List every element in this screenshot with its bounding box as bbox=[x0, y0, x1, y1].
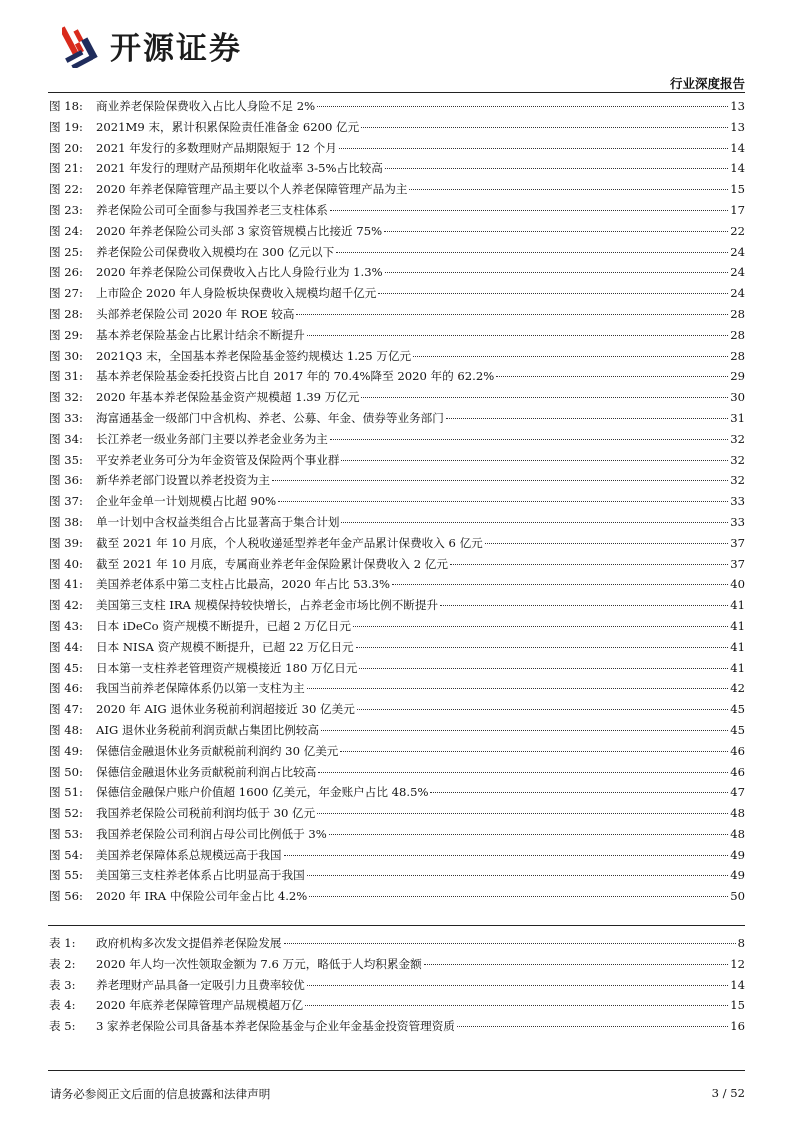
figure-entry-number: 图 19: bbox=[49, 119, 83, 134]
figure-entry-number: 图 53: bbox=[49, 826, 83, 841]
footer-rule bbox=[48, 1070, 745, 1071]
figure-entry[interactable] bbox=[49, 325, 745, 346]
figure-entry-number: 图 35: bbox=[49, 452, 83, 467]
brand-name: 开源证券 bbox=[110, 30, 242, 67]
figure-entry[interactable] bbox=[49, 637, 745, 658]
table-entry-number: 表 5: bbox=[49, 1019, 76, 1034]
figure-entry-page[interactable]: 41 bbox=[730, 618, 745, 633]
figure-entry[interactable] bbox=[49, 242, 745, 263]
figure-entry[interactable] bbox=[49, 200, 745, 221]
figure-entry-number: 图 49: bbox=[49, 743, 83, 758]
figure-entry-title[interactable]: 保德信金融保户账户价值超 1600 亿美元，年金账户占比 48.5% bbox=[96, 785, 429, 800]
figure-entry-number: 图 38: bbox=[49, 514, 83, 529]
figure-entry-title[interactable]: 我国养老保险公司利润占母公司比例低于 3% bbox=[96, 826, 327, 841]
figure-entry-title[interactable]: 2020 年基本养老保险基金资产规模超 1.39 万亿元 bbox=[96, 390, 360, 405]
figure-entry-page[interactable]: 40 bbox=[730, 577, 745, 592]
figure-entry[interactable] bbox=[49, 96, 745, 117]
dot-leader bbox=[485, 543, 728, 544]
dot-leader bbox=[413, 356, 728, 357]
dot-leader bbox=[385, 168, 728, 169]
figure-entry-page[interactable]: 42 bbox=[730, 681, 745, 696]
figure-entry[interactable] bbox=[49, 366, 745, 387]
figure-entry-title[interactable]: 2020 年养老保障管理产品主要以个人养老保障管理产品为主 bbox=[96, 182, 408, 197]
figure-entry-number: 图 42: bbox=[49, 598, 83, 613]
figure-entry-number: 图 32: bbox=[49, 390, 83, 405]
table-entry-number: 表 3: bbox=[49, 977, 76, 992]
figure-entry-title[interactable]: 2020 年养老保险公司保费收入占比人身险行业为 1.3% bbox=[96, 265, 383, 280]
dot-leader bbox=[329, 834, 728, 835]
figure-entry[interactable] bbox=[49, 574, 745, 595]
figure-entry-title[interactable]: 我国养老保险公司税前利润均低于 30 亿元 bbox=[96, 806, 316, 821]
figure-entry[interactable] bbox=[49, 138, 745, 159]
dot-leader bbox=[321, 730, 728, 731]
figure-entry[interactable] bbox=[49, 741, 745, 762]
figure-entry-title[interactable]: 截至 2021 年 10 月底，专属商业养老年金保险累计保费收入 2 亿元 bbox=[96, 556, 448, 571]
figure-entry-number: 图 26: bbox=[49, 265, 83, 280]
table-entry-page[interactable]: 16 bbox=[730, 1019, 745, 1034]
figure-entry-title[interactable]: AIG 退休业务税前利润贡献占集团比例较高 bbox=[96, 722, 319, 737]
report-type-label: 行业深度报告 bbox=[669, 76, 745, 91]
table-entry-title[interactable]: 2020 年底养老保障管理产品规模超万亿 bbox=[96, 998, 304, 1013]
figure-entry-page[interactable]: 24 bbox=[730, 286, 745, 301]
figure-entry-number: 图 21: bbox=[49, 161, 83, 176]
dot-leader bbox=[330, 439, 728, 440]
figure-entry[interactable] bbox=[49, 865, 745, 886]
figure-entry-title[interactable]: 美国养老保障体系总规模远高于我国 bbox=[96, 847, 282, 862]
dot-leader bbox=[307, 985, 729, 986]
figure-entry-number: 图 37: bbox=[49, 494, 83, 509]
figure-entry-title[interactable]: 我国当前养老保障体系仍以第一支柱为主 bbox=[96, 681, 305, 696]
figure-entry-page[interactable]: 28 bbox=[730, 348, 745, 363]
table-entry-title[interactable]: 养老理财产品具备一定吸引力且费率较优 bbox=[96, 977, 305, 992]
figure-entry-page[interactable]: 13 bbox=[730, 119, 745, 134]
figure-entry-number: 图 52: bbox=[49, 806, 83, 821]
figure-entry[interactable] bbox=[49, 678, 745, 699]
dot-leader bbox=[296, 314, 728, 315]
figure-entry-page[interactable]: 46 bbox=[730, 743, 745, 758]
dot-leader bbox=[378, 293, 728, 294]
figure-entry-title[interactable]: 日本第一支柱养老管理资产规模接近 180 万亿日元 bbox=[96, 660, 358, 675]
dot-leader bbox=[307, 335, 729, 336]
dot-leader bbox=[272, 480, 728, 481]
figure-entry-number: 图 40: bbox=[49, 556, 83, 571]
dot-leader bbox=[305, 1005, 728, 1006]
figure-entry-title[interactable]: 2021 年发行的理财产品预期年化收益率 3-5%占比较高 bbox=[96, 161, 383, 176]
dot-leader bbox=[278, 501, 728, 502]
figure-entry-page[interactable]: 45 bbox=[730, 702, 745, 717]
figure-entry-title[interactable]: 基本养老保险基金占比累计结余不断提升 bbox=[96, 327, 305, 342]
dot-leader bbox=[356, 647, 729, 648]
figure-entry[interactable] bbox=[49, 429, 745, 450]
figure-entry-title[interactable]: 2020 年 AIG 退休业务税前利润超接近 30 亿美元 bbox=[96, 702, 355, 717]
figure-entry-number: 图 45: bbox=[49, 660, 83, 675]
dot-leader bbox=[330, 210, 728, 211]
figure-entry[interactable] bbox=[49, 304, 745, 325]
figure-entry-title[interactable]: 美国养老体系中第二支柱占比最高，2020 年占比 53.3% bbox=[96, 577, 390, 592]
figure-entry-title[interactable]: 企业年金单一计划规模占比超 90% bbox=[96, 494, 277, 509]
figure-entry-number: 图 41: bbox=[49, 577, 83, 592]
figure-entry-page[interactable]: 28 bbox=[730, 306, 745, 321]
dot-leader bbox=[353, 626, 728, 627]
figure-entry[interactable] bbox=[49, 699, 745, 720]
figure-entry-title[interactable]: 长江养老一级业务部门主要以养老金业务为主 bbox=[96, 431, 328, 446]
figure-entry-page[interactable]: 37 bbox=[730, 535, 745, 550]
company-logo bbox=[62, 22, 242, 68]
figure-entry-page[interactable]: 30 bbox=[730, 390, 745, 405]
figure-entry-title[interactable]: 单一计划中含权益类组合占比显著高于集合计划 bbox=[96, 514, 340, 529]
figure-entry[interactable] bbox=[49, 824, 745, 845]
dot-leader bbox=[307, 875, 729, 876]
dot-leader bbox=[339, 148, 728, 149]
figure-entry-title[interactable]: 平安养老业务可分为年金资管及保险两个事业群 bbox=[96, 452, 340, 467]
figure-entry[interactable] bbox=[49, 720, 745, 741]
table-entry-number: 表 1: bbox=[49, 936, 76, 950]
figure-entry-number: 图 29: bbox=[49, 327, 83, 342]
figure-entry-title[interactable]: 养老保险公司保费收入规模均在 300 亿元以下 bbox=[96, 244, 335, 259]
table-list bbox=[49, 933, 745, 1037]
dot-leader bbox=[496, 376, 728, 377]
table-entry[interactable] bbox=[49, 995, 745, 1016]
dot-leader bbox=[359, 668, 728, 669]
figure-entry-page[interactable]: 49 bbox=[730, 868, 745, 883]
figure-entry-number: 图 46: bbox=[49, 681, 83, 696]
figure-entry-number: 图 30: bbox=[49, 348, 83, 363]
figure-entry-page[interactable]: 17 bbox=[730, 202, 745, 217]
table-entry[interactable] bbox=[49, 933, 745, 954]
dot-leader bbox=[341, 460, 728, 461]
figure-entry[interactable] bbox=[49, 658, 745, 679]
figure-entry[interactable] bbox=[49, 491, 745, 512]
figure-entry-number: 图 28: bbox=[49, 306, 83, 321]
figure-entry-title[interactable]: 截至 2021 年 10 月底，个人税收递延型养老年金产品累计保费收入 6 亿元 bbox=[96, 535, 483, 550]
figure-entry-page[interactable]: 50 bbox=[730, 889, 745, 904]
figure-entry-number: 图 20: bbox=[49, 140, 83, 155]
figure-entry-page[interactable]: 41 bbox=[730, 639, 745, 654]
figure-entry[interactable] bbox=[49, 262, 745, 283]
figure-entry-page[interactable]: 49 bbox=[730, 847, 745, 862]
dot-leader bbox=[361, 127, 728, 128]
figure-entry[interactable] bbox=[49, 595, 745, 616]
figure-entry-number: 图 56: bbox=[49, 889, 83, 904]
dot-leader bbox=[392, 584, 728, 585]
dot-leader bbox=[450, 564, 728, 565]
figure-entry-page[interactable]: 47 bbox=[730, 785, 745, 800]
table-entry-title[interactable]: 政府机构多次发文提倡养老保险发展 bbox=[96, 936, 282, 950]
figure-entry[interactable] bbox=[49, 117, 745, 138]
figure-list bbox=[49, 96, 745, 907]
header-rule bbox=[48, 92, 745, 93]
figure-entry[interactable] bbox=[49, 533, 745, 554]
table-entry-page[interactable]: 12 bbox=[730, 956, 745, 971]
figure-entry[interactable] bbox=[49, 346, 745, 367]
table-entry-title[interactable]: 2020 年人均一次性领取金额为 7.6 万元，略低于人均积累金额 bbox=[96, 956, 422, 971]
figure-entry-number: 图 48: bbox=[49, 722, 83, 737]
dot-leader bbox=[336, 252, 728, 253]
figure-entry[interactable] bbox=[49, 886, 745, 907]
figure-entry-title[interactable]: 基本养老保险基金委托投资占比自 2017 年的 70.4%降至 2020 年的 62.2% bbox=[96, 369, 495, 384]
figure-entry-page[interactable]: 29 bbox=[730, 369, 745, 384]
dot-leader bbox=[385, 272, 729, 273]
figure-entry-page[interactable]: 13 bbox=[730, 99, 745, 113]
dot-leader bbox=[440, 605, 728, 606]
figure-entry-title[interactable]: 商业养老保险保费收入占比人身险不足 2% bbox=[96, 99, 316, 113]
section-divider bbox=[48, 925, 745, 926]
figure-entry[interactable] bbox=[49, 221, 745, 242]
dot-leader bbox=[317, 106, 728, 107]
table-entry-number: 表 4: bbox=[49, 998, 76, 1013]
table-entry[interactable] bbox=[49, 954, 745, 975]
figure-entry-number: 图 33: bbox=[49, 410, 83, 425]
table-entry-page[interactable]: 8 bbox=[737, 936, 745, 950]
figure-entry[interactable] bbox=[49, 512, 745, 533]
figure-entry[interactable] bbox=[49, 845, 745, 866]
figure-entry-number: 图 27: bbox=[49, 286, 83, 301]
figure-entry-title[interactable]: 美国第三支柱 IRA 规模保持较快增长，占养老金市场比例不断提升 bbox=[96, 598, 439, 613]
dot-leader bbox=[317, 813, 728, 814]
dot-leader bbox=[457, 1026, 728, 1027]
figure-entry-title[interactable]: 日本 iDeCo 资产规模不断提升，已超 2 万亿日元 bbox=[96, 618, 351, 633]
figure-entry-page[interactable]: 24 bbox=[730, 265, 745, 280]
page-footer bbox=[50, 1086, 745, 1102]
dot-leader bbox=[430, 792, 728, 793]
figure-entry-title[interactable]: 上市险企 2020 年人身险板块保费收入规模均超千亿元 bbox=[96, 286, 377, 301]
figure-entry-page[interactable]: 22 bbox=[730, 223, 745, 238]
figure-entry-number: 图 22: bbox=[49, 182, 83, 197]
table-entry-page[interactable]: 15 bbox=[730, 998, 745, 1013]
figure-entry-title[interactable]: 养老保险公司可全面参与我国养老三支柱体系 bbox=[96, 202, 328, 217]
dot-leader bbox=[384, 231, 728, 232]
figure-entry[interactable] bbox=[49, 179, 745, 200]
figure-entry-title[interactable]: 保德信金融退休业务贡献税前利润占比较高 bbox=[96, 764, 317, 779]
figure-entry[interactable] bbox=[49, 762, 745, 783]
figure-entry-page[interactable]: 37 bbox=[730, 556, 745, 571]
dot-leader bbox=[357, 709, 728, 710]
figure-entry-title[interactable]: 2020 年养老保险公司头部 3 家资管规模占比接近 75% bbox=[96, 223, 383, 238]
page-number: 3 / 52 bbox=[711, 1086, 745, 1100]
figure-entry-page[interactable]: 33 bbox=[730, 514, 745, 529]
dot-leader bbox=[340, 751, 728, 752]
figure-entry[interactable] bbox=[49, 554, 745, 575]
figure-entry-title[interactable]: 2021Q3 末，全国基本养老保险基金签约规模达 1.25 万亿元 bbox=[96, 348, 412, 363]
figure-entry[interactable] bbox=[49, 283, 745, 304]
figure-entry-page[interactable]: 33 bbox=[730, 494, 745, 509]
figure-entry-page[interactable]: 48 bbox=[730, 826, 745, 841]
figure-entry-page[interactable]: 48 bbox=[730, 806, 745, 821]
figure-entry-number: 图 51: bbox=[49, 785, 83, 800]
figure-entry-title[interactable]: 保德信金融退休业务贡献税前利润约 30 亿美元 bbox=[96, 743, 339, 758]
figure-entry-number: 图 24: bbox=[49, 223, 83, 238]
figure-entry-title[interactable]: 日本 NISA 资产规模不断提升，已超 22 万亿日元 bbox=[96, 639, 354, 654]
figure-entry-number: 图 23: bbox=[49, 202, 83, 217]
figure-entry-page[interactable]: 15 bbox=[730, 182, 745, 197]
figure-entry-number: 图 44: bbox=[49, 639, 83, 654]
figure-entry-page[interactable]: 32 bbox=[730, 452, 745, 467]
figure-entry-page[interactable]: 32 bbox=[730, 473, 745, 488]
dot-leader bbox=[284, 943, 736, 944]
figure-entry[interactable] bbox=[49, 408, 745, 429]
figure-entry[interactable] bbox=[49, 782, 745, 803]
figure-entry-page[interactable]: 28 bbox=[730, 327, 745, 342]
figure-entry[interactable] bbox=[49, 158, 745, 179]
dot-leader bbox=[318, 772, 728, 773]
figure-entry-page[interactable]: 41 bbox=[730, 660, 745, 675]
figure-entry-page[interactable]: 41 bbox=[730, 598, 745, 613]
table-entry-title[interactable]: 3 家养老保险公司具备基本养老保险基金与企业年金基金投资管理资质 bbox=[96, 1019, 455, 1034]
dot-leader bbox=[309, 896, 728, 897]
figure-entry-page[interactable]: 31 bbox=[730, 410, 745, 425]
figure-entry-title[interactable]: 美国第三支柱养老体系占比明显高于我国 bbox=[96, 868, 305, 883]
figure-entry-number: 图 39: bbox=[49, 535, 83, 550]
figure-entry-number: 图 25: bbox=[49, 244, 83, 259]
figure-entry[interactable] bbox=[49, 616, 745, 637]
table-entry-number: 表 2: bbox=[49, 956, 76, 971]
figure-entry-title[interactable]: 头部养老保险公司 2020 年 ROE 较高 bbox=[96, 306, 295, 321]
figure-entry[interactable] bbox=[49, 450, 745, 471]
figure-entry-number: 图 36: bbox=[49, 473, 83, 488]
figure-entry-number: 图 54: bbox=[49, 847, 83, 862]
figure-entry-number: 图 18: bbox=[49, 99, 83, 113]
figure-entry-title[interactable]: 2020 年 IRA 中保险公司年金占比 4.2% bbox=[96, 889, 308, 904]
logo-mark-icon bbox=[62, 22, 102, 68]
figure-entry[interactable] bbox=[49, 387, 745, 408]
figure-entry[interactable] bbox=[49, 470, 745, 491]
dot-leader bbox=[284, 855, 729, 856]
dot-leader bbox=[409, 189, 728, 190]
dot-leader bbox=[446, 418, 728, 419]
figure-entry-number: 图 47: bbox=[49, 702, 83, 717]
figure-entry-title[interactable]: 2021M9 末，累计积累保险责任准备金 6200 亿元 bbox=[96, 119, 360, 134]
table-entry[interactable] bbox=[49, 975, 745, 996]
figure-entry-title[interactable]: 海富通基金一级部门中含机构、养老、公募、年金、债券等业务部门 bbox=[96, 410, 444, 425]
figure-entry-page[interactable]: 14 bbox=[730, 161, 745, 176]
table-entry-page[interactable]: 14 bbox=[730, 977, 745, 992]
figure-entry-title[interactable]: 2021 年发行的多数理财产品期限短于 12 个月 bbox=[96, 140, 337, 155]
figure-entry-number: 图 50: bbox=[49, 764, 83, 779]
table-entry[interactable] bbox=[49, 1016, 745, 1037]
figure-entry-page[interactable]: 24 bbox=[730, 244, 745, 259]
figure-entry-page[interactable]: 45 bbox=[730, 722, 745, 737]
disclaimer-text: 请务必参阅正文后面的信息披露和法律声明 bbox=[50, 1087, 271, 1101]
figure-entry-number: 图 43: bbox=[49, 618, 83, 633]
dot-leader bbox=[361, 397, 728, 398]
figure-entry-page[interactable]: 14 bbox=[730, 140, 745, 155]
figure-entry-title[interactable]: 新华养老部门设置以养老投资为主 bbox=[96, 473, 270, 488]
figure-entry-number: 图 55: bbox=[49, 868, 83, 883]
figure-entry-number: 图 31: bbox=[49, 369, 83, 384]
dot-leader bbox=[341, 522, 728, 523]
dot-leader bbox=[424, 964, 729, 965]
figure-entry-page[interactable]: 46 bbox=[730, 764, 745, 779]
dot-leader bbox=[307, 688, 729, 689]
figure-entry-number: 图 34: bbox=[49, 431, 83, 446]
figure-entry-page[interactable]: 32 bbox=[730, 431, 745, 446]
figure-entry[interactable] bbox=[49, 803, 745, 824]
